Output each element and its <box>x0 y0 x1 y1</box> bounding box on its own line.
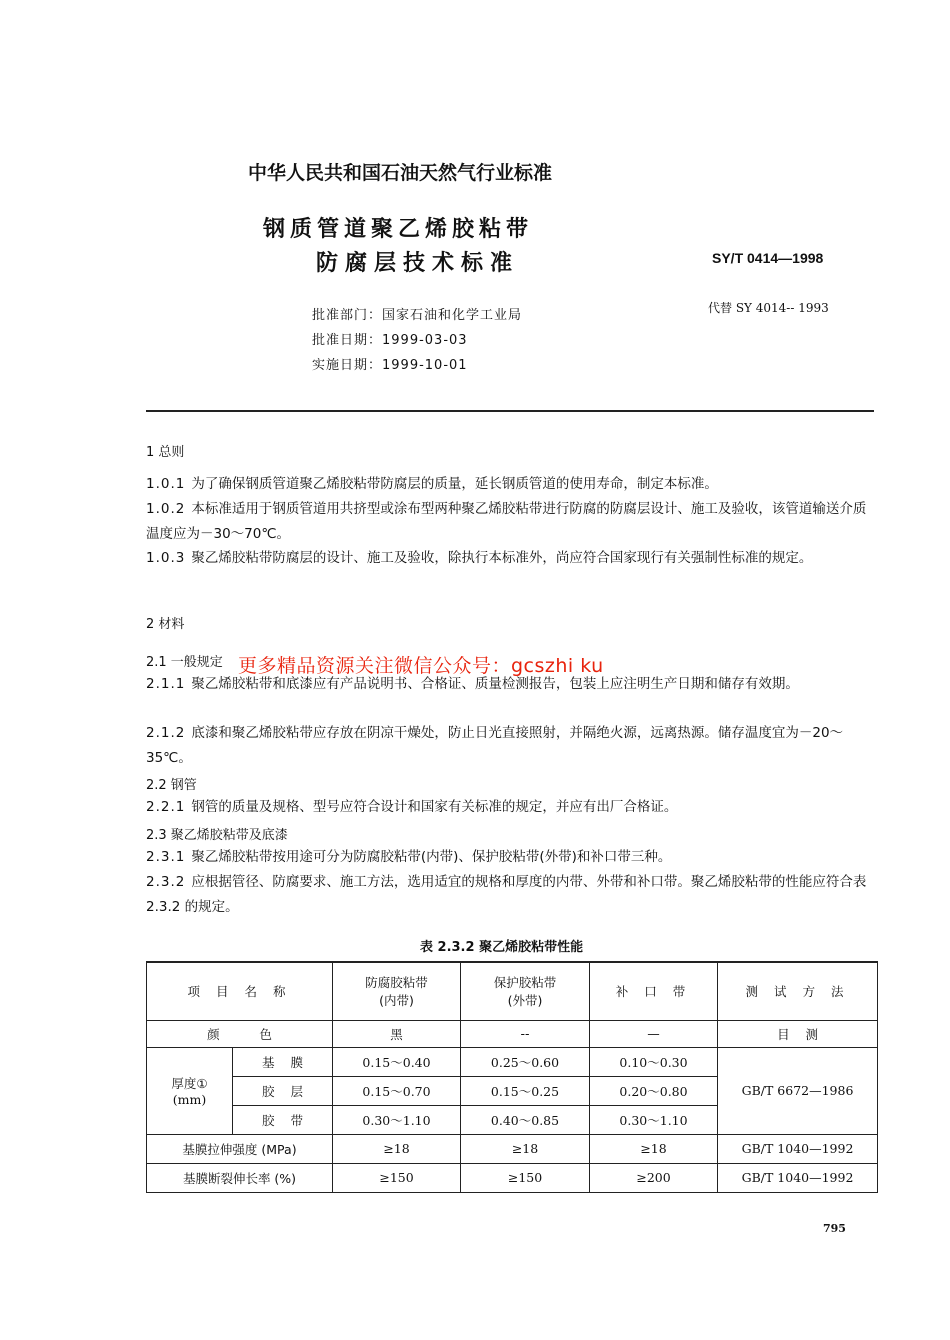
row-label-color: 颜 色 <box>147 1020 333 1047</box>
section-2-3-heading: 2.3 聚乙烯胶粘带及底漆 <box>146 828 288 843</box>
header-outer-line-2: (外带) <box>507 993 543 1009</box>
clause-number: 2.1.2 <box>146 725 186 741</box>
header-item-name: 项 目 名 称 <box>147 962 333 1020</box>
cell-color-method: 目 测 <box>718 1020 878 1047</box>
cell-tensile-patch: ≥18 <box>590 1134 718 1163</box>
header-patch-tape: 补 口 带 <box>590 962 718 1020</box>
table-row <box>147 1020 878 1047</box>
cell-tape-outer: 0.40～0.85 <box>461 1105 590 1134</box>
row-label-thickness <box>147 1047 233 1134</box>
cell-elong-outer: ≥150 <box>461 1163 590 1192</box>
clause-number: 2.2.1 <box>146 799 186 815</box>
cell-adh-inner: 0.15～0.70 <box>333 1076 461 1105</box>
cell-tensile-outer: ≥18 <box>461 1134 590 1163</box>
cell-base-inner: 0.15～0.40 <box>333 1047 461 1076</box>
clause-number: 2.3.2 <box>146 874 186 890</box>
replaces-standard: 代替 SY 4014-- 1993 <box>708 301 829 315</box>
cell-color-outer: -- <box>461 1020 590 1047</box>
sub-label-adhesive: 胶 层 <box>233 1076 333 1105</box>
section-2-heading: 2 材料 <box>146 617 185 632</box>
table-header-row <box>147 962 878 1020</box>
table-row <box>147 1163 878 1192</box>
header-inner-tape <box>333 962 461 1020</box>
table-row <box>147 1134 878 1163</box>
clause-text: 聚乙烯胶粘带和底漆应有产品说明书、合格证、质量检测报告，包装上应注明生产日期和储存有效期。 <box>191 676 799 692</box>
header-outer-line-1: 保护胶粘带 <box>493 975 557 991</box>
row-label-tensile: 基膜拉伸强度 (MPa) <box>147 1134 333 1163</box>
header-outer-tape <box>461 962 590 1020</box>
header-divider <box>146 410 874 412</box>
clause-2-1-2 <box>146 721 874 770</box>
effective-date: 实施日期：1999-10-01 <box>312 358 468 373</box>
document-title-line-1: 钢质管道聚乙烯胶粘带 <box>263 217 534 242</box>
clause-2-2-1 <box>146 795 874 820</box>
clause-number: 1.0.2 <box>146 501 186 517</box>
clause-text: 钢管的质量及规格、型号应符合设计和国家有关标准的规定，并应有出厂合格证。 <box>191 799 678 815</box>
cell-base-outer: 0.25～0.60 <box>461 1047 590 1076</box>
table-row <box>147 1047 878 1076</box>
cell-elong-patch: ≥200 <box>590 1163 718 1192</box>
approval-date: 批准日期：1999-03-03 <box>312 333 468 348</box>
clause-text: 底漆和聚乙烯胶粘带应存放在阴凉干燥处，防止日光直接照射，并隔绝火源，远离热源。储存温度宜为－20～35℃。 <box>146 725 844 766</box>
section-2-1-heading: 2.1 一般规定 <box>146 655 223 670</box>
tape-performance-table <box>146 961 878 1193</box>
clause-number: 2.1.1 <box>146 676 186 692</box>
document-title-line-2: 防腐层技术标准 <box>316 251 520 276</box>
watermark-text: 更多精品资源关注微信公众号：gcszhi ku <box>238 655 604 677</box>
thickness-unit: (mm) <box>172 1092 207 1107</box>
cell-tape-inner: 0.30～1.10 <box>333 1105 461 1134</box>
clause-2-3-1 <box>146 845 874 870</box>
page-number: 795 <box>823 1222 846 1235</box>
cell-adh-patch: 0.20～0.80 <box>590 1076 718 1105</box>
cell-tensile-method: GB/T 1040—1992 <box>718 1134 878 1163</box>
sub-label-base-film: 基 膜 <box>233 1047 333 1076</box>
clause-2-3-2 <box>146 870 874 919</box>
cell-elong-method: GB/T 1040—1992 <box>718 1163 878 1192</box>
cell-color-patch: — <box>590 1020 718 1047</box>
row-label-elongation: 基膜断裂伸长率 (%) <box>147 1163 333 1192</box>
cell-elong-inner: ≥150 <box>333 1163 461 1192</box>
header-inner-line-1: 防腐胶粘带 <box>365 975 428 991</box>
clause-text: 应根据管径、防腐要求、施工方法，选用适宜的规格和厚度的内带、外带和补口带。聚乙烯胶粘带的性能应符合表 2.3.2 的规定。 <box>146 874 867 915</box>
clause-number: 2.3.1 <box>146 849 186 865</box>
clause-1-0-1 <box>146 472 874 497</box>
clause-text: 为了确保钢质管道聚乙烯胶粘带防腐层的质量，延长钢质管道的使用寿命，制定本标准。 <box>191 476 718 492</box>
section-1-heading: 1 总则 <box>146 445 185 460</box>
table-caption: 表 2.3.2 聚乙烯胶粘带性能 <box>420 940 584 955</box>
clause-number: 1.0.3 <box>146 550 186 566</box>
clause-text: 聚乙烯胶粘带按用途可分为防腐胶粘带(内带)、保护胶粘带(外带)和补口带三种。 <box>191 849 672 865</box>
cell-base-patch: 0.10～0.30 <box>590 1047 718 1076</box>
section-2-2-heading: 2.2 钢管 <box>146 778 197 793</box>
cell-thickness-method: GB/T 6672—1986 <box>718 1047 878 1134</box>
standard-code: SY/T 0414—1998 <box>712 250 824 266</box>
clause-text: 本标准适用于钢质管道用共挤型或涂布型两种聚乙烯胶粘带进行防腐的防腐层设计、施工及验收，该管道输送介质温度应为－30～70℃。 <box>146 501 867 542</box>
clause-number: 1.0.1 <box>146 476 186 492</box>
cell-tensile-inner: ≥18 <box>333 1134 461 1163</box>
sub-label-tape: 胶 带 <box>233 1105 333 1134</box>
clause-1-0-3 <box>146 546 874 571</box>
cell-tape-patch: 0.30～1.10 <box>590 1105 718 1134</box>
header-inner-line-2: (内带) <box>379 993 414 1009</box>
approval-department: 批准部门：国家石油和化学工业局 <box>312 308 523 323</box>
clause-text: 聚乙烯胶粘带防腐层的设计、施工及验收，除执行本标准外，尚应符合国家现行有关强制性标准的规定。 <box>191 550 813 566</box>
header-test-method: 测 试 方 法 <box>718 962 878 1020</box>
standard-category: 中华人民共和国石油天然气行业标准 <box>248 162 553 184</box>
thickness-label: 厚度① <box>171 1076 208 1091</box>
cell-adh-outer: 0.15～0.25 <box>461 1076 590 1105</box>
cell-color-inner: 黑 <box>333 1020 461 1047</box>
clause-1-0-2 <box>146 497 874 546</box>
